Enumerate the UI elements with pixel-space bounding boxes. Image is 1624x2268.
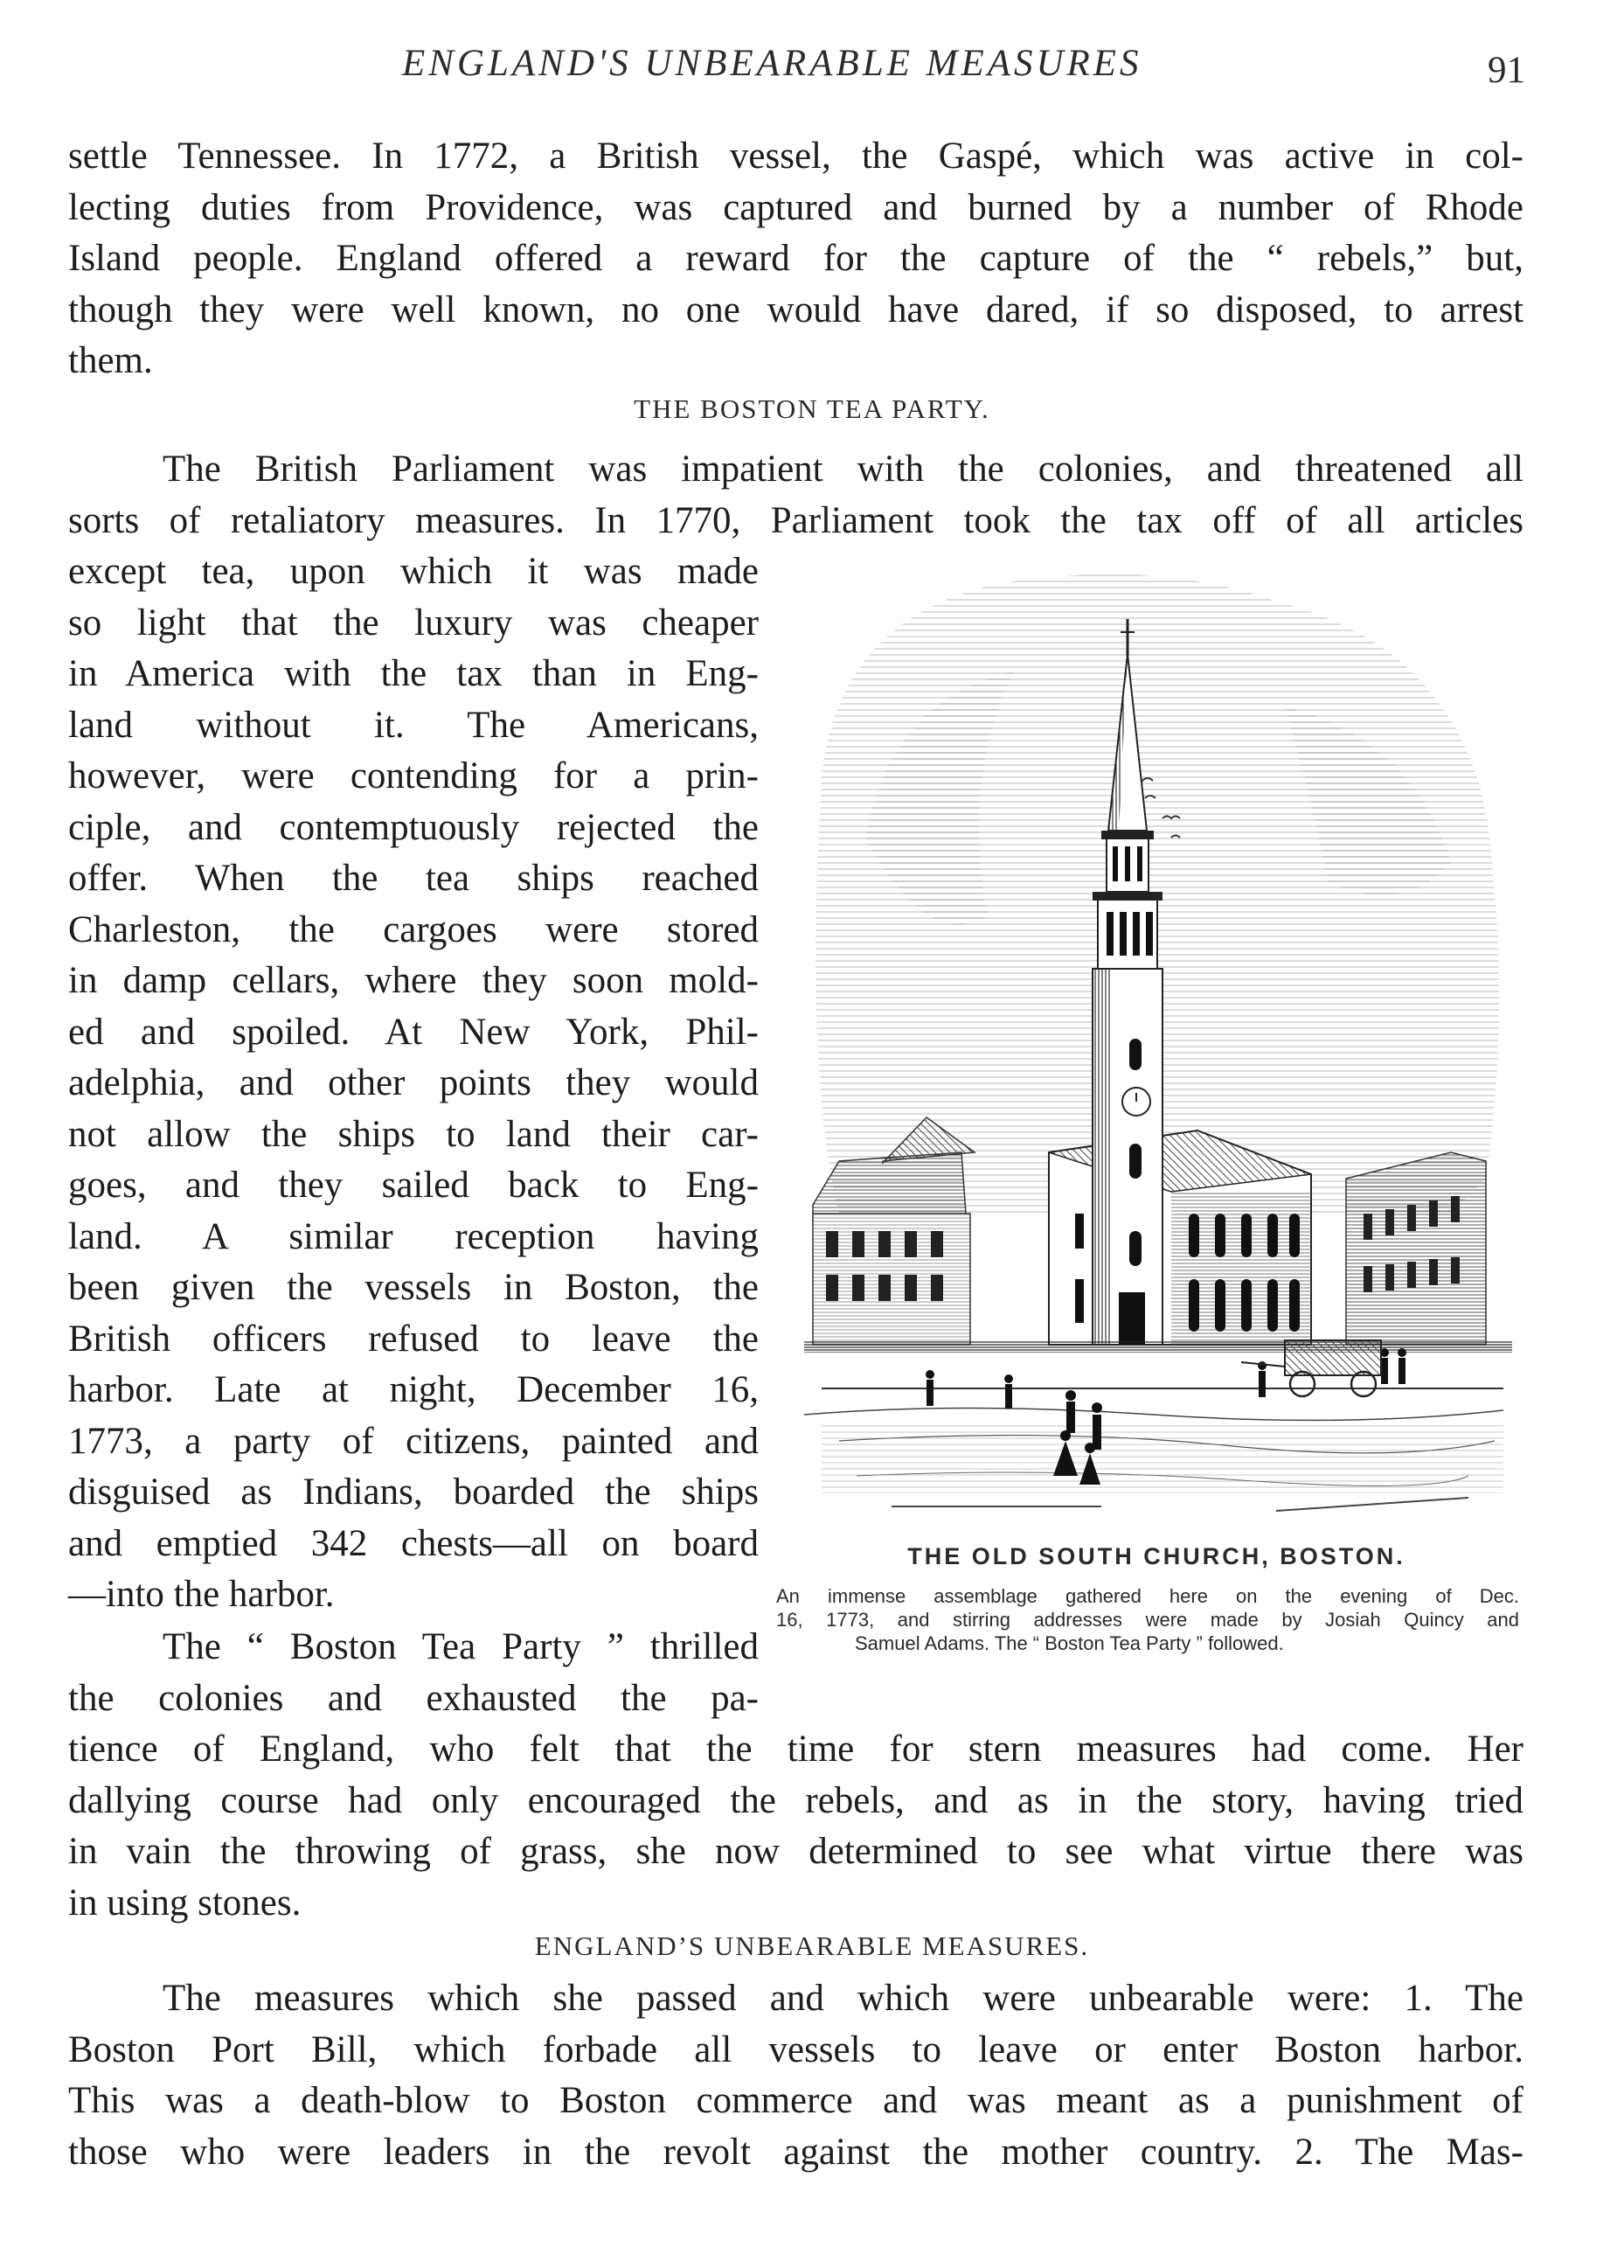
thrilled-paragraph-column [68, 1622, 759, 1724]
measures-paragraph [68, 1973, 1523, 2178]
text-line: The “ Boston Tea Party ” thrilled [163, 1626, 759, 1667]
text-line: ed and spoiled. At New York, Phil- [68, 1011, 759, 1053]
text-line: harbor. Late at night, December 16, [68, 1369, 759, 1410]
text-line: lecting duties from Providence, was captured and burned by a number of Rhode [68, 186, 1523, 228]
text-line: dallying course had only encouraged the rebels, and as in the story, having tried [68, 1779, 1523, 1821]
text-line: tience of England, who felt that the time for stern measures had come. Her [68, 1729, 1523, 1770]
text-line: land without it. The Americans, [68, 704, 759, 746]
text-line: them. [68, 340, 153, 381]
text-line: This was a death-blow to Boston commerce and was meant as a punishment of [68, 2080, 1523, 2121]
running-head: ENGLAND'S UNBEARABLE MEASURES [402, 43, 1142, 84]
text-line: and emptied 342 chests—all on board [68, 1522, 759, 1564]
tea-party-paragraph-full [68, 444, 1523, 546]
text-line: 1773, a party of citizens, painted and [68, 1420, 759, 1462]
text-line: ciple, and contemptuously rejected the [68, 806, 759, 848]
text-line: been given the vessels in Boston, the [68, 1267, 759, 1308]
text-line: though they were well known, no one would have dared, if so disposed, to arrest [68, 289, 1523, 330]
text-line: so light that the luxury was cheaper [68, 602, 759, 644]
text-line: those who were leaders in the revolt against the mother country. 2. The Mas- [68, 2131, 1523, 2173]
text-line: The measures which she passed and which were unbearable were: 1. The [163, 1978, 1523, 2019]
text-line: British officers refused to leave the [68, 1318, 759, 1360]
text-line: in vain the throwing of grass, she now determined to see what virtue there was [68, 1831, 1523, 1872]
text-line: goes, and they sailed back to Eng- [68, 1165, 759, 1206]
figure-caption-body [776, 1584, 1519, 1655]
text-line: settle Tennessee. In 1772, a British vessel, the Gaspé, which was active in col- [68, 136, 1523, 177]
section-heading-tea-party: THE BOSTON TEA PARTY. [634, 393, 990, 424]
text-line: in using stones. [68, 1882, 302, 1924]
old-south-church-engraving [787, 549, 1525, 1535]
top-paragraph [68, 131, 1523, 387]
text-line: not allow the ships to land their car- [68, 1113, 759, 1155]
text-line: in damp cellars, where they soon mold- [68, 960, 759, 1001]
text-line: —into the harbor. [68, 1574, 335, 1615]
text-line: sorts of retaliatory measures. In 1770, Parliament took the tax off of all articles [68, 499, 1523, 541]
text-line: adelphia, and other points they would [68, 1062, 759, 1103]
text-line: disguised as Indians, boarded the ships [68, 1471, 759, 1513]
text-line: land. A similar reception having [68, 1215, 759, 1257]
text-line: however, were contending for a prin- [68, 755, 759, 797]
text-line: offer. When the tea ships reached [68, 858, 759, 899]
tea-party-paragraph-column [68, 546, 759, 1621]
section-heading-unbearable-measures: ENGLAND’S UNBEARABLE MEASURES. [534, 1931, 1090, 1961]
text-line: The British Parliament was impatient with the colonies, and threatened all [163, 449, 1523, 490]
caption-line: 16, 1773, and stirring addresses were made by Josiah Quincy and [776, 1609, 1519, 1631]
thrilled-paragraph-full [68, 1724, 1523, 1929]
caption-line: Samuel Adams. The “ Boston Tea Party ” followed. [855, 1632, 1284, 1654]
text-line: in America with the tax than in Eng- [68, 653, 759, 694]
text-line: Island people. England offered a reward for the capture of the “ rebels,” but, [68, 238, 1523, 279]
figure-caption-title: THE OLD SOUTH CHURCH, BOSTON. [907, 1543, 1405, 1569]
caption-line: An immense assemblage gathered here on the evening of Dec. [776, 1585, 1519, 1607]
page-number: 91 [1488, 50, 1525, 91]
text-line: except tea, upon which it was made [68, 551, 759, 592]
text-line: Boston Port Bill, which forbade all vessels to leave or enter Boston harbor. [68, 2028, 1523, 2070]
text-line: the colonies and exhausted the pa- [68, 1677, 759, 1719]
text-line: Charleston, the cargoes were stored [68, 908, 759, 950]
